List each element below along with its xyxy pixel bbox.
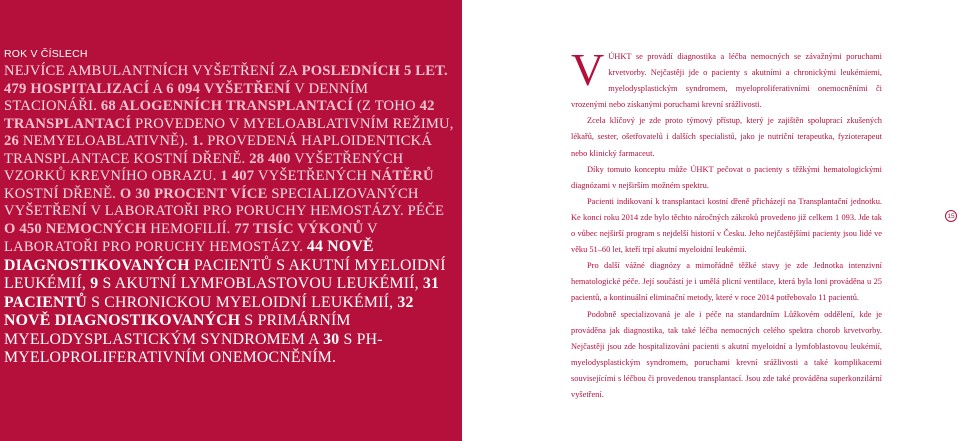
statistics-segment: NEJVÍCE AMBULANTNÍCH VYŠETŘENÍ ZA — [4, 63, 302, 79]
statistics-segment: PROVEDENÁ HAPLOIDENTICKÁ TRANSPLANTACE KOSTNÍ DŘENĚ. — [4, 133, 433, 167]
statistics-segment: KOSTNÍ DŘENĚ. — [4, 185, 120, 202]
statistics-segment: 68 ALOGENNÍCH TRANSPLANTACÍ — [100, 98, 354, 114]
statistics-segment: S PH- MYELOPROLIFERATIVNÍM ONEMOCNĚNÍM. — [4, 330, 383, 366]
statistics-panel — [0, 0, 462, 441]
statistics-segment: POSLEDNÍCH 5 LET. — [301, 63, 448, 79]
statistics-segment: SPECIALIZOVANÝCH VYŠETŘENÍ V LABORATOŘI PRO PORUCHY HEMOSTÁZY. PÉČE — [4, 185, 445, 219]
statistics-segment: 32 NOVĚ DIAGNOSTIKOVANÝCH — [4, 293, 414, 329]
statistics-segment: NEMYELOABLATIVNĚ). — [19, 133, 193, 149]
statistics-segment: V DENNÍM STACIONÁŘI. — [4, 80, 369, 114]
article-paragraph: ÚHKT se provádí diagnostika a léčba nemocných se závažnými poruchami krvetvorby. Nejčastěji jde o pacienty s akutními a chronickými leukémiemi, myelodysplastickým syndromem, myeloproliferativními onemocněními či vrozenými nebo získanými poruchami krevní srážlivosti. — [571, 52, 882, 110]
statistics-segment: NÁTĚRŮ — [370, 168, 434, 184]
article-paragraph: Díky tomuto konceptu může ÚHKT pečovat o pacienty s těžkými hematologickými diagnózami v nejširším možném spektru. — [571, 164, 882, 190]
statistics-title: ROK V ČÍSLECH — [4, 48, 88, 60]
article-paragraph: Podobně specializovaná je ale i péče na standardním Lůžkovém oddělení, kde je prováděna jak diagnostika, tak také léčba nemocných celého spektra chorob krvetvorby. Nejčastěji jsou zde hospitalizováni pacienti s akutní myeloidní a lymfoblastovou leukémií, myelodysplastickým syndromem, poruchami krevní srážlivosti a také komplikacemi souvisejícími s léčbou či provedenou transplantací. Jsou zde také prováděna superkonzilární vyšetření. — [571, 309, 882, 399]
page-number: 15 — [945, 210, 957, 222]
statistics-segment: A — [149, 80, 167, 97]
article-paragraph: Pro další vážné diagnózy a mimořádně těžké stavy je zde Jednotka intenzivní hematologické péče. Její součástí je i umělá plicní ventilace, která byla loni prováděna u 25 pacientů, a kontinuální eliminační metody, které v roce 2014 potřebovalo 11 pacientů. — [571, 261, 882, 303]
statistics-segment: S CHRONICKOU MYELOIDNÍ LEUKÉMIÍ, — [86, 293, 398, 311]
drop-cap: V — [571, 44, 605, 95]
statistics-segment: 42 TRANSPLANTACÍ — [4, 98, 435, 132]
statistics-body — [4, 63, 456, 368]
statistics-segment: 26 — [4, 133, 19, 149]
statistics-segment: O 30 PROCENT VÍCE — [119, 185, 268, 202]
statistics-segment: S AKUTNÍ LYMFOBLASTOVOU LEUKÉMIÍ, — [98, 275, 423, 292]
statistics-segment: V LABORATOŘI PRO PORUCHY HEMOSTÁZY. — [4, 220, 378, 255]
article-column — [571, 44, 882, 403]
statistics-segment: 1 407 — [220, 168, 255, 184]
article-paragraphs — [571, 44, 882, 403]
statistics-segment: 31 PACIENTŮ — [4, 275, 440, 311]
statistics-segment: 1. — [192, 133, 204, 149]
statistics-segment: 30 — [323, 330, 340, 348]
statistics-segment: PACIENTŮ S AKUTNÍ MYELOIDNÍ LEUKÉMIÍ, — [4, 256, 446, 292]
statistics-segment: S PRIMÁRNÍM MYELODYSPLASTICKÝM SYNDROMEM A — [4, 312, 351, 348]
statistics-segment: VYŠETŘENÝCH — [254, 168, 371, 184]
statistics-segment: 44 NOVĚ DIAGNOSTIKOVANÝCH — [4, 238, 374, 274]
statistics-segment: HEMOFILIÍ. — [146, 220, 235, 237]
statistics-segment: 479 HOSPITALIZACÍ — [4, 80, 150, 97]
statistics-segment: VYŠETŘENÝCH VZORKŮ KREVNÍHO OBRAZU. — [4, 150, 404, 184]
statistics-segment: 28 400 — [249, 150, 291, 167]
statistics-segment: (Z TOHO — [353, 98, 420, 114]
statistics-segment: 6 094 VYŠETŘENÍ — [166, 80, 291, 97]
article-paragraph: Zcela klíčový je zde proto týmový přístup, který je zajištěn spoluprací zkušených lékařů, sester, ošetřovatelů i dalších specialistů, jako je nutriční terapeutka, fyzioterapeut nebo klinický farmaceut. — [571, 116, 882, 158]
statistics-segment: 77 TISÍC VÝKONŮ — [234, 220, 364, 237]
statistics-segment: PROVEDENO V MYELOABLATIVNÍM REŽIMU, — [131, 115, 454, 132]
statistics-segment: 9 — [90, 275, 99, 292]
article-paragraph: Pacienti indikovaní k transplantaci kostní dřeně přicházejí na Transplantační jednotku. Ke konci roku 2014 zde bylo těchto náročných zákroků provedeno již celkem 1 093. Jde tak o vůbec nejširší program s nejdelší historií v Česku. Jeho nejčastějšími pacienty jsou lidé ve věku 51–60 let, kteří trpí akutní myeloidní leukémií. — [571, 196, 882, 255]
statistics-segment: O 450 NEMOCNÝCH — [4, 220, 147, 237]
statistics-text-block — [4, 47, 456, 368]
